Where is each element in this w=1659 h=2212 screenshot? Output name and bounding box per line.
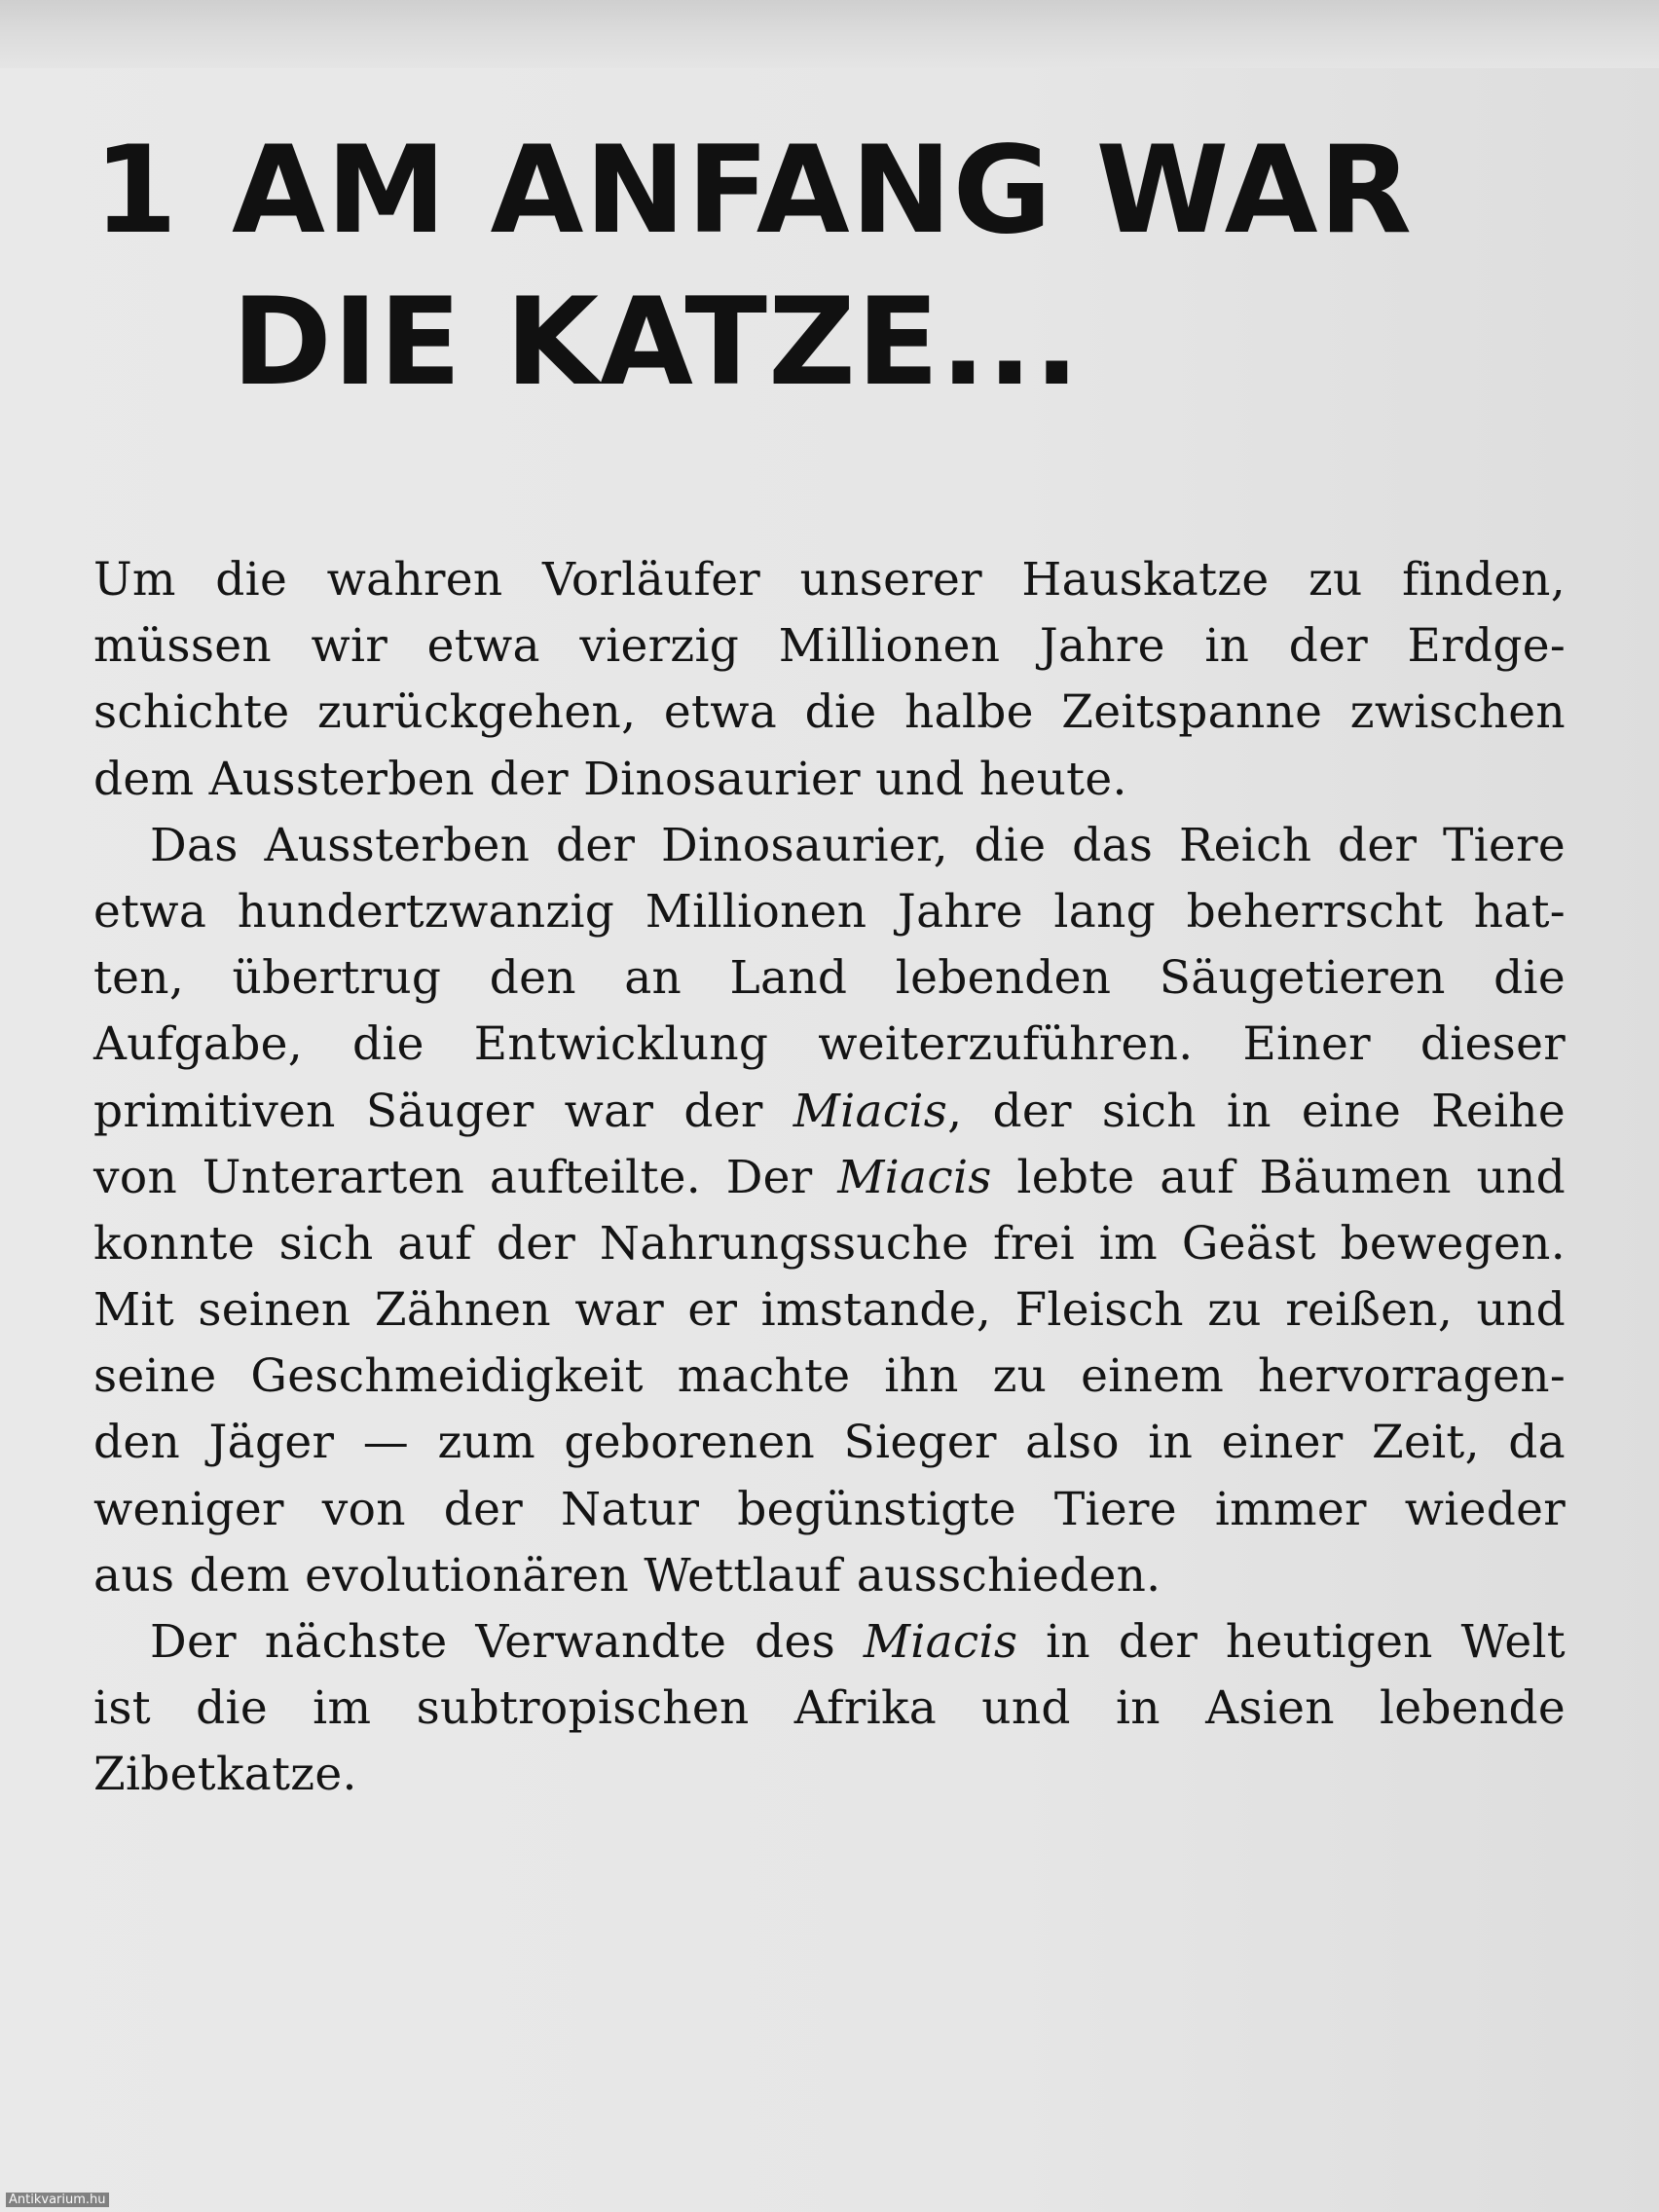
- chapter-title-line-1: AM ANFANG WAR: [232, 121, 1414, 261]
- watermark: Antikvarium.hu: [6, 2193, 109, 2207]
- text-line: Mit seinen Zähnen war er imstande, Fleisch zu reißen, und: [93, 1283, 1566, 1338]
- text-segment: lebte auf Bäumen und: [991, 1150, 1566, 1204]
- text-line: etwa hundertzwanzig Millionen Jahre lang beherrscht hat-: [93, 884, 1566, 939]
- text-segment: von Unterarten aufteilte. Der: [93, 1150, 838, 1204]
- text-segment: , der sich in eine Reihe: [947, 1084, 1566, 1138]
- text-line: dem Aussterben der Dinosaurier und heute.: [93, 752, 1127, 806]
- text-line: [93, 1145, 1566, 1211]
- paragraph-3: [93, 1609, 1566, 1809]
- text-segment: primitiven Säuger war der: [93, 1084, 793, 1138]
- text-line: weniger von der Natur begünstigte Tiere immer wieder: [93, 1482, 1566, 1536]
- text-line: seine Geschmeidigkeit machte ihn zu einem hervorragen-: [93, 1349, 1566, 1404]
- italic-term-miacis: Miacis: [793, 1084, 948, 1138]
- page-top-edge: [0, 0, 1659, 68]
- text-segment: Der nächste Verwandte des: [150, 1615, 864, 1669]
- text-line: [93, 1609, 1566, 1676]
- chapter-number: 1: [93, 121, 179, 261]
- text-line: Zibetkatze.: [93, 1748, 357, 1802]
- text-line: Das Aussterben der Dinosaurier, die das Reich der Tiere: [150, 818, 1566, 872]
- italic-term-miacis: Miacis: [837, 1150, 992, 1204]
- text-line: konnte sich auf der Nahrungssuche frei im Geäst bewegen.: [93, 1216, 1566, 1271]
- text-line: ist die im subtropischen Afrika und in Asien lebende: [93, 1681, 1566, 1736]
- body-text: [93, 547, 1566, 1809]
- text-line: schichte zurückgehen, etwa die halbe Zeitspanne zwischen: [93, 685, 1566, 740]
- text-line: müssen wir etwa vierzig Millionen Jahre in der Erdge-: [93, 619, 1566, 674]
- text-line: aus dem evolutionären Wettlauf ausschieden.: [93, 1548, 1161, 1603]
- text-line: ten, übertrug den an Land lebenden Säugetieren die: [93, 951, 1566, 1006]
- text-line: den Jäger — zum geborenen Sieger also in einer Zeit, da: [93, 1416, 1566, 1470]
- text-line: [93, 1079, 1566, 1145]
- text-line: Aufgabe, die Entwicklung weiterzuführen. Einer dieser: [93, 1017, 1566, 1072]
- paragraph-2: [93, 813, 1566, 1609]
- paragraph-1: [93, 547, 1566, 813]
- italic-term-miacis: Miacis: [863, 1615, 1018, 1669]
- chapter-title: [232, 115, 1413, 419]
- text-line: Um die wahren Vorläufer unserer Hauskatze zu finden,: [93, 553, 1566, 607]
- chapter-title-line-2: DIE KATZE...: [232, 273, 1081, 413]
- text-segment: in der heutigen Welt: [1017, 1615, 1566, 1669]
- chapter-heading: [93, 115, 1413, 419]
